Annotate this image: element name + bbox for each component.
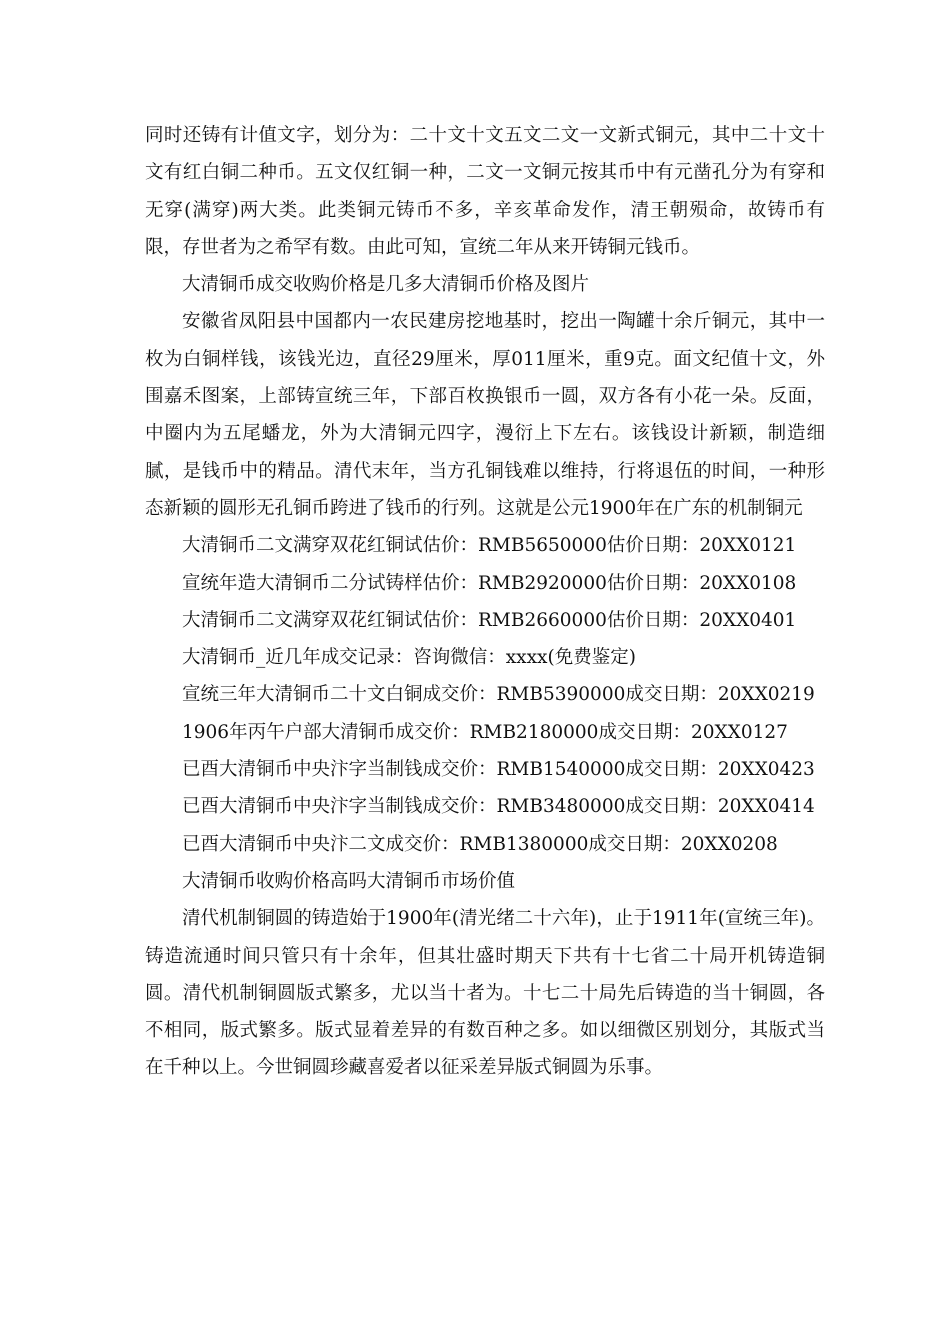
price-line: 大清铜币二文满穿双花红铜试估价：RMB5650000估价日期：20XX0121 — [182, 535, 797, 557]
price-line: 大清铜币_近几年成交记录：咨询微信：xxxx(免费鉴定) — [182, 647, 636, 669]
section-heading-price-images: 大清铜币成交收购价格是几多大清铜币价格及图片 — [182, 274, 590, 296]
paragraph-anhui-discovery: 安徽省凤阳县中国都内一农民建房挖地基时，挖出一陶罐十余斤铜元，其中一枚为白铜样钱，该钱光边，直径29厘米，厚011厘米，重9克。面文纪值十文，外围嘉禾图案，上部铸宣统三年，下部百枚换银币一圆，双方各有小花一朵。反面，中圈内为五尾蟠龙，外为大清铜元四字，漫衍上下左右。该钱设计新颖，制造细腻，是钱币中的精品。清代末年，当方孔铜钱难以维持，行将退伍的时间，一种形态新颖的圆形无孔铜币跨进了钱币的行列。这就是公元1900年在广东的机制铜元 — [145, 311, 825, 519]
price-line: 已酉大清铜币中央汴字当制钱成交价：RMB1540000成交日期：20XX0423 — [182, 759, 815, 781]
paragraph-closing: 清代机制铜圆的铸造始于1900年(清光绪二十六年)，止于1911年(宣统三年)。铸造流通时间只管只有十余年，但其壮盛时期天下共有十七省二十局开机铸造铜圆。清代机制铜圆版式繁多，尤以当十者为。十七二十局先后铸造的当十铜圆，各不相同，版式繁多。版式显着差异的有数百种之多。如以细微区别划分，其版式当在千种以上。今世铜圆珍藏喜爱者以征采差异版式铜圆为乐事。 — [145, 908, 825, 1079]
section-heading-market-value: 大清铜币收购价格高吗大清铜币市场价值 — [182, 870, 516, 892]
paragraph-intro-continuation: 同时还铸有计值文字，划分为：二十文十文五文二文一文新式铜元，其中二十文十文有红白铜二种币。五文仅红铜一种，二文一文铜元按其币中有元凿孔分为有穿和无穿(满穿)两大类。此类铜元铸币不多，辛亥革命发作，清王朝殒命，故铸币有限，存世者为之希罕有数。由此可知，宣统二年从来开铸铜元钱币。 — [145, 125, 825, 258]
price-line: 大清铜币二文满穿双花红铜试估价：RMB2660000估价日期：20XX0401 — [182, 609, 797, 631]
price-line: 1906年丙午户部大清铜币成交价：RMB2180000成交日期：20XX0127 — [182, 721, 788, 743]
price-line: 已酉大清铜币中央汴二文成交价：RMB1380000成交日期：20XX0208 — [182, 833, 778, 855]
price-line: 宣统年造大清铜币二分试铸样估价：RMB2920000估价日期：20XX0108 — [182, 572, 797, 594]
document-page — [145, 117, 825, 1087]
price-line: 已酉大清铜币中央汴字当制钱成交价：RMB3480000成交日期：20XX0414 — [182, 796, 815, 818]
price-line: 宣统三年大清铜币二十文白铜成交价：RMB5390000成交日期：20XX0219 — [182, 684, 815, 706]
